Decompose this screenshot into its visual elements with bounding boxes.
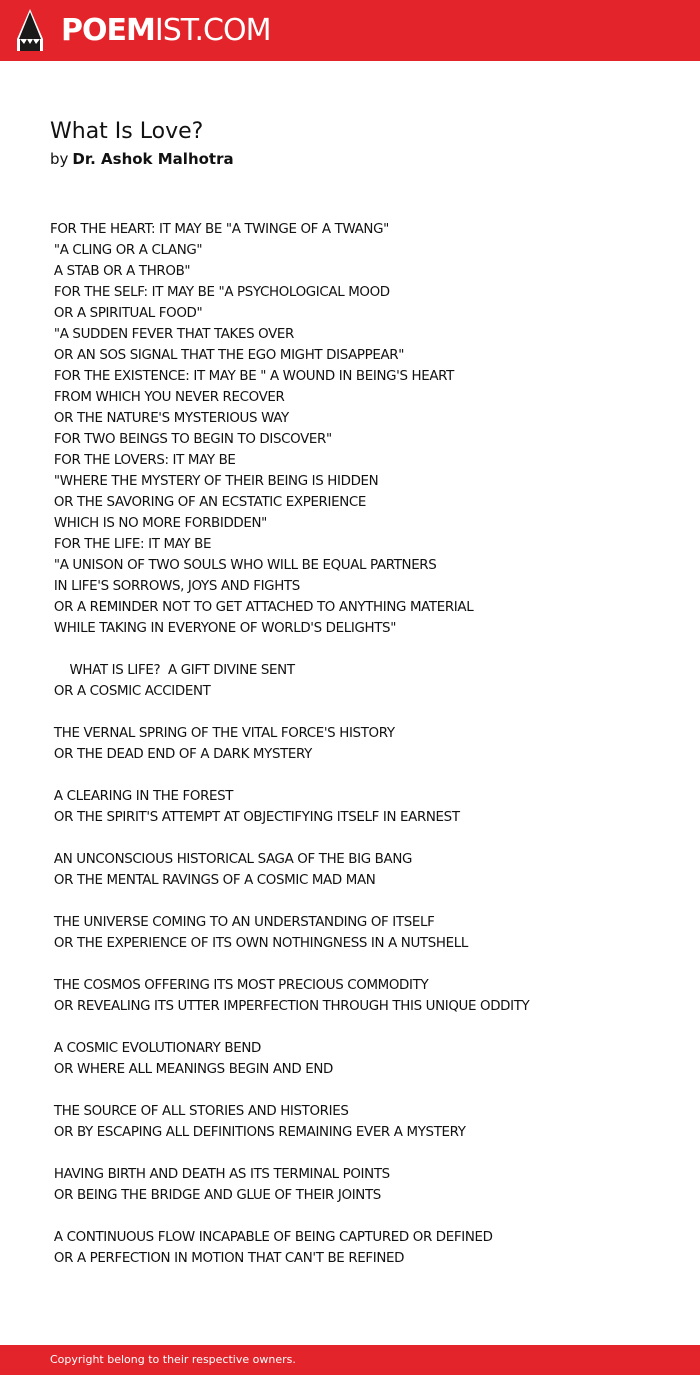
poem-line: OR A SPIRITUAL FOOD" <box>50 306 203 321</box>
poem-line: OR THE SPIRIT'S ATTEMPT AT OBJECTIFYING ITSELF IN EARNEST <box>50 810 460 825</box>
poem-line: FOR THE HEART: IT MAY BE "A TWINGE OF A TWANG" <box>50 222 389 237</box>
poem-line: A STAB OR A THROB" <box>50 264 191 279</box>
site-footer <box>0 1345 700 1375</box>
poem-line <box>50 954 680 975</box>
poem-line: OR THE EXPERIENCE OF ITS OWN NOTHINGNESS IN A NUTSHELL <box>50 936 468 951</box>
site-logo-text[interactable] <box>61 11 270 51</box>
poem-line: THE COSMOS OFFERING ITS MOST PRECIOUS COMMODITY <box>50 978 429 993</box>
site-header <box>0 0 700 61</box>
poem-line: A CONTINUOUS FLOW INCAPABLE OF BEING CAPTURED OR DEFINED <box>50 1230 493 1245</box>
poem-line: WHICH IS NO MORE FORBIDDEN" <box>50 516 267 531</box>
poem-line <box>50 765 680 786</box>
poem-line <box>50 1143 680 1164</box>
poem-line: OR THE SAVORING OF AN ECSTATIC EXPERIENCE <box>50 495 366 510</box>
poem-line: THE SOURCE OF ALL STORIES AND HISTORIES <box>50 1104 349 1119</box>
poem-line: OR BEING THE BRIDGE AND GLUE OF THEIR JOINTS <box>50 1188 381 1203</box>
pencil-logo-icon[interactable] <box>17 9 43 51</box>
poem-line: OR A PERFECTION IN MOTION THAT CAN'T BE REFINED <box>50 1251 405 1266</box>
poem-line: A COSMIC EVOLUTIONARY BEND <box>50 1041 261 1056</box>
poem-line <box>50 1080 680 1101</box>
poem-line: AN UNCONSCIOUS HISTORICAL SAGA OF THE BIG BANG <box>50 852 413 867</box>
poem-line: WHAT IS LIFE? A GIFT DIVINE SENT <box>50 663 295 678</box>
poem-line <box>50 891 680 912</box>
poem-line: FOR THE EXISTENCE: IT MAY BE " A WOUND IN BEING'S HEART <box>50 369 454 384</box>
poem-line <box>50 828 680 849</box>
poem-title: What Is Love? <box>50 119 204 144</box>
poem-body <box>50 219 680 1269</box>
poem-line: FOR THE LOVERS: IT MAY BE <box>50 453 236 468</box>
poem-line: HAVING BIRTH AND DEATH AS ITS TERMINAL POINTS <box>50 1167 390 1182</box>
poem-line: FOR THE LIFE: IT MAY BE <box>50 537 212 552</box>
logo-light-part: IST.COM <box>154 13 271 48</box>
poem-line: "A UNISON OF TWO SOULS WHO WILL BE EQUAL PARTNERS <box>50 558 437 573</box>
poem-line: OR REVEALING ITS UTTER IMPERFECTION THROUGH THIS UNIQUE ODDITY <box>50 999 530 1014</box>
by-label: by <box>50 150 69 168</box>
poem-line: OR A COSMIC ACCIDENT <box>50 684 211 699</box>
poem-line: "A SUDDEN FEVER THAT TAKES OVER <box>50 327 294 342</box>
author-name: Dr. Ashok Malhotra <box>72 150 234 168</box>
poem-line: THE VERNAL SPRING OF THE VITAL FORCE'S HISTORY <box>50 726 395 741</box>
poem-line <box>50 1206 680 1227</box>
copyright-text: Copyright belong to their respective owners. <box>50 1353 296 1366</box>
poem-line: "WHERE THE MYSTERY OF THEIR BEING IS HIDDEN <box>50 474 379 489</box>
logo-bold-part: POEM <box>61 13 155 48</box>
poem-line: OR WHERE ALL MEANINGS BEGIN AND END <box>50 1062 333 1077</box>
poem-line: FOR TWO BEINGS TO BEGIN TO DISCOVER" <box>50 432 332 447</box>
poem-line: OR THE DEAD END OF A DARK MYSTERY <box>50 747 312 762</box>
poem-line: OR AN SOS SIGNAL THAT THE EGO MIGHT DISAPPEAR" <box>50 348 405 363</box>
poem-byline <box>50 148 234 170</box>
poem-line: OR BY ESCAPING ALL DEFINITIONS REMAINING EVER A MYSTERY <box>50 1125 466 1140</box>
poem-line: IN LIFE'S SORROWS, JOYS AND FIGHTS <box>50 579 300 594</box>
poem-line: A CLEARING IN THE FOREST <box>50 789 234 804</box>
poem-line: FOR THE SELF: IT MAY BE "A PSYCHOLOGICAL MOOD <box>50 285 390 300</box>
poem-line: OR THE NATURE'S MYSTERIOUS WAY <box>50 411 289 426</box>
poem-line: OR A REMINDER NOT TO GET ATTACHED TO ANYTHING MATERIAL <box>50 600 474 615</box>
poem-line <box>50 639 680 660</box>
poem-line: FROM WHICH YOU NEVER RECOVER <box>50 390 285 405</box>
poem-line <box>50 702 680 723</box>
poem-line: "A CLING OR A CLANG" <box>50 243 203 258</box>
poem-line: THE UNIVERSE COMING TO AN UNDERSTANDING OF ITSELF <box>50 915 435 930</box>
poem-line: WHILE TAKING IN EVERYONE OF WORLD'S DELIGHTS" <box>50 621 397 636</box>
poem-line: OR THE MENTAL RAVINGS OF A COSMIC MAD MAN <box>50 873 376 888</box>
poem-line <box>50 1017 680 1038</box>
